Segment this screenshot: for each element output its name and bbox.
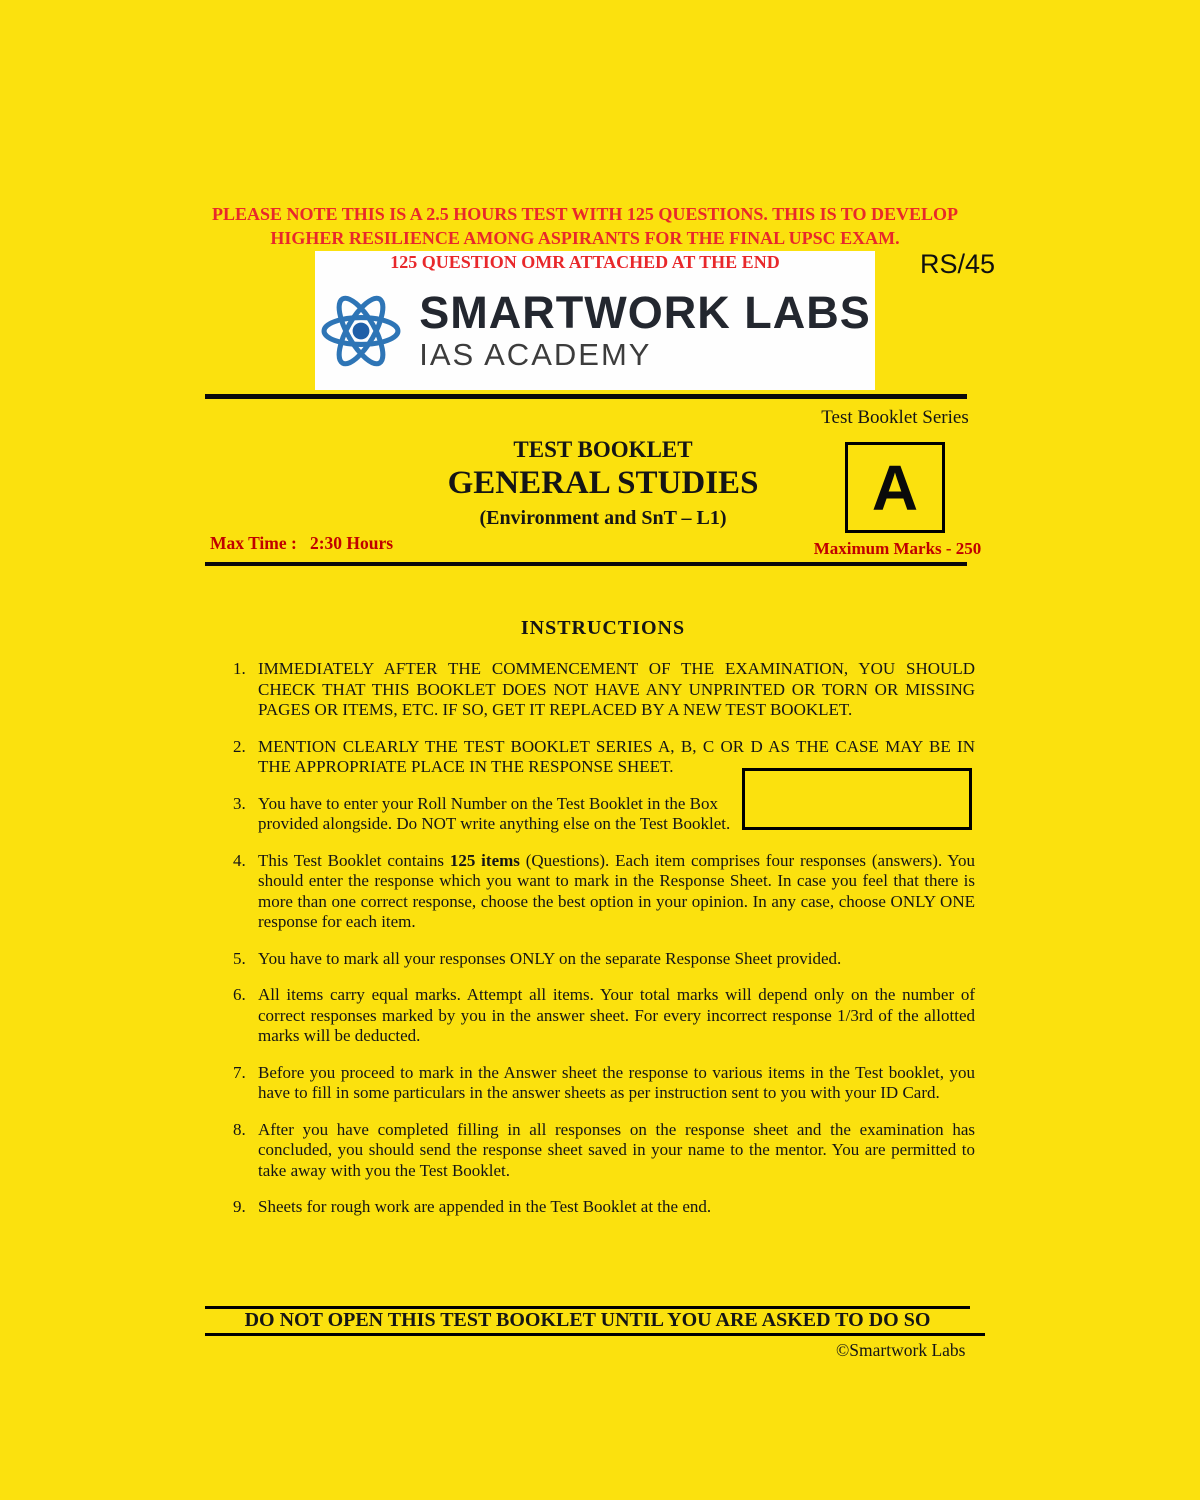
item-number: 6. <box>233 985 246 1004</box>
copyright: ©Smartwork Labs <box>836 1340 966 1360</box>
subject-subtitle: (Environment and SnT – L1) <box>479 507 727 529</box>
booklet-code: RS/45 <box>920 249 996 279</box>
item-number: 1. <box>233 659 246 678</box>
roll-number-box <box>742 768 972 830</box>
item-text-bold: 125 items <box>449 850 520 870</box>
instruction-item-5 <box>233 949 975 970</box>
instructions-list <box>233 659 975 1234</box>
series-box <box>845 442 945 533</box>
item-text: You have to mark all your responses ONLY on the separate Response Sheet provided. <box>258 948 842 968</box>
instruction-item-1 <box>233 659 975 721</box>
series-letter: A <box>871 451 919 524</box>
item-number: 8. <box>233 1119 246 1139</box>
instruction-item-8 <box>233 1120 975 1182</box>
max-time: Max Time : 2:30 Hours <box>210 533 394 553</box>
notice-line-2: HIGHER RESILIENCE AMONG ASPIRANTS FOR THE FINAL UPSC EXAM. <box>270 228 900 248</box>
instruction-item-3 <box>233 794 975 835</box>
item-text: You have to enter your Roll Number on the Test Booklet in the Box provided alongside. Do NOT write anything else on the Test Booklet. <box>258 793 731 833</box>
logo-title: SMARTWORK LABS <box>419 286 871 338</box>
instruction-item-7 <box>233 1063 975 1104</box>
item-number: 7. <box>233 1062 246 1082</box>
instruction-item-4 <box>233 851 975 933</box>
item-number: 5. <box>233 948 246 968</box>
notice-banner <box>170 202 1000 274</box>
notice-line-3: 125 QUESTION OMR ATTACHED AT THE END <box>390 252 780 272</box>
atom-icon <box>319 289 403 373</box>
series-label: Test Booklet Series <box>821 407 969 428</box>
header-rule-bottom <box>205 562 967 566</box>
logo-subtitle: IAS ACADEMY <box>419 336 652 372</box>
do-not-open-warning: DO NOT OPEN THIS TEST BOOKLET UNTIL YOU ARE ASKED TO DO SO <box>244 1309 931 1331</box>
item-text-part: (Questions). Each item comprises four responses (answers). You should enter the response which you want to mark in the Response Sheet. In case you feel that there is more than one correct response, choose the best option in your opinion. In any case, choose ONLY ONE response for each item. <box>258 850 975 931</box>
instruction-item-9 <box>233 1197 975 1218</box>
item-number: 2. <box>233 736 246 756</box>
item-text: Sheets for rough work are appended in the Test Booklet at the end. <box>258 1197 712 1216</box>
instruction-item-6 <box>233 985 975 1047</box>
item-text <box>258 851 975 933</box>
notice-line-1: PLEASE NOTE THIS IS A 2.5 HOURS TEST WITH 125 QUESTIONS. THIS IS TO DEVELOP <box>212 204 958 224</box>
instructions-heading: INSTRUCTIONS <box>520 617 686 639</box>
item-text: MENTION CLEARLY THE TEST BOOKLET SERIES A, B, C OR D AS THE CASE MAY BE IN THE APPROPRIATE PLACE IN THE RESPONSE SHEET. <box>258 736 975 776</box>
item-text: IMMEDIATELY AFTER THE COMMENCEMENT OF THE EXAMINATION, YOU SHOULD CHECK THAT THIS BOOKLET DOES NOT HAVE ANY UNPRINTED OR TORN OR MISSING PAGES OR ITEMS, ETC. IF SO, GET IT REPLACED BY A NEW TEST BOOKLET. <box>258 659 975 719</box>
item-text: After you have completed filling in all responses on the response sheet and the examination has concluded, you should send the response sheet saved in your name to the mentor. You are permitted to take away with you the Test Booklet. <box>258 1119 975 1180</box>
footer-rule-bottom <box>205 1333 985 1336</box>
subject-title: GENERAL STUDIES <box>447 465 759 501</box>
item-text-part: This Test Booklet contains <box>258 850 450 870</box>
item-number: 4. <box>233 850 246 870</box>
item-text: All items carry equal marks. Attempt all items. Your total marks will depend only on the number of correct responses marked by you in the answer sheet. For every incorrect response 1/3rd of the allotted marks will be deducted. <box>258 985 975 1045</box>
header-rule-top <box>205 394 967 399</box>
booklet-title: TEST BOOKLET <box>513 437 693 462</box>
item-number: 9. <box>233 1197 246 1216</box>
max-marks: Maximum Marks - 250 <box>813 539 982 558</box>
item-text: Before you proceed to mark in the Answer sheet the response to various items in the Test booklet, you have to fill in some particulars in the answer sheets as per instruction sent to you with your ID Card. <box>258 1062 975 1102</box>
logo-text <box>419 286 871 373</box>
item-number: 3. <box>233 793 246 813</box>
